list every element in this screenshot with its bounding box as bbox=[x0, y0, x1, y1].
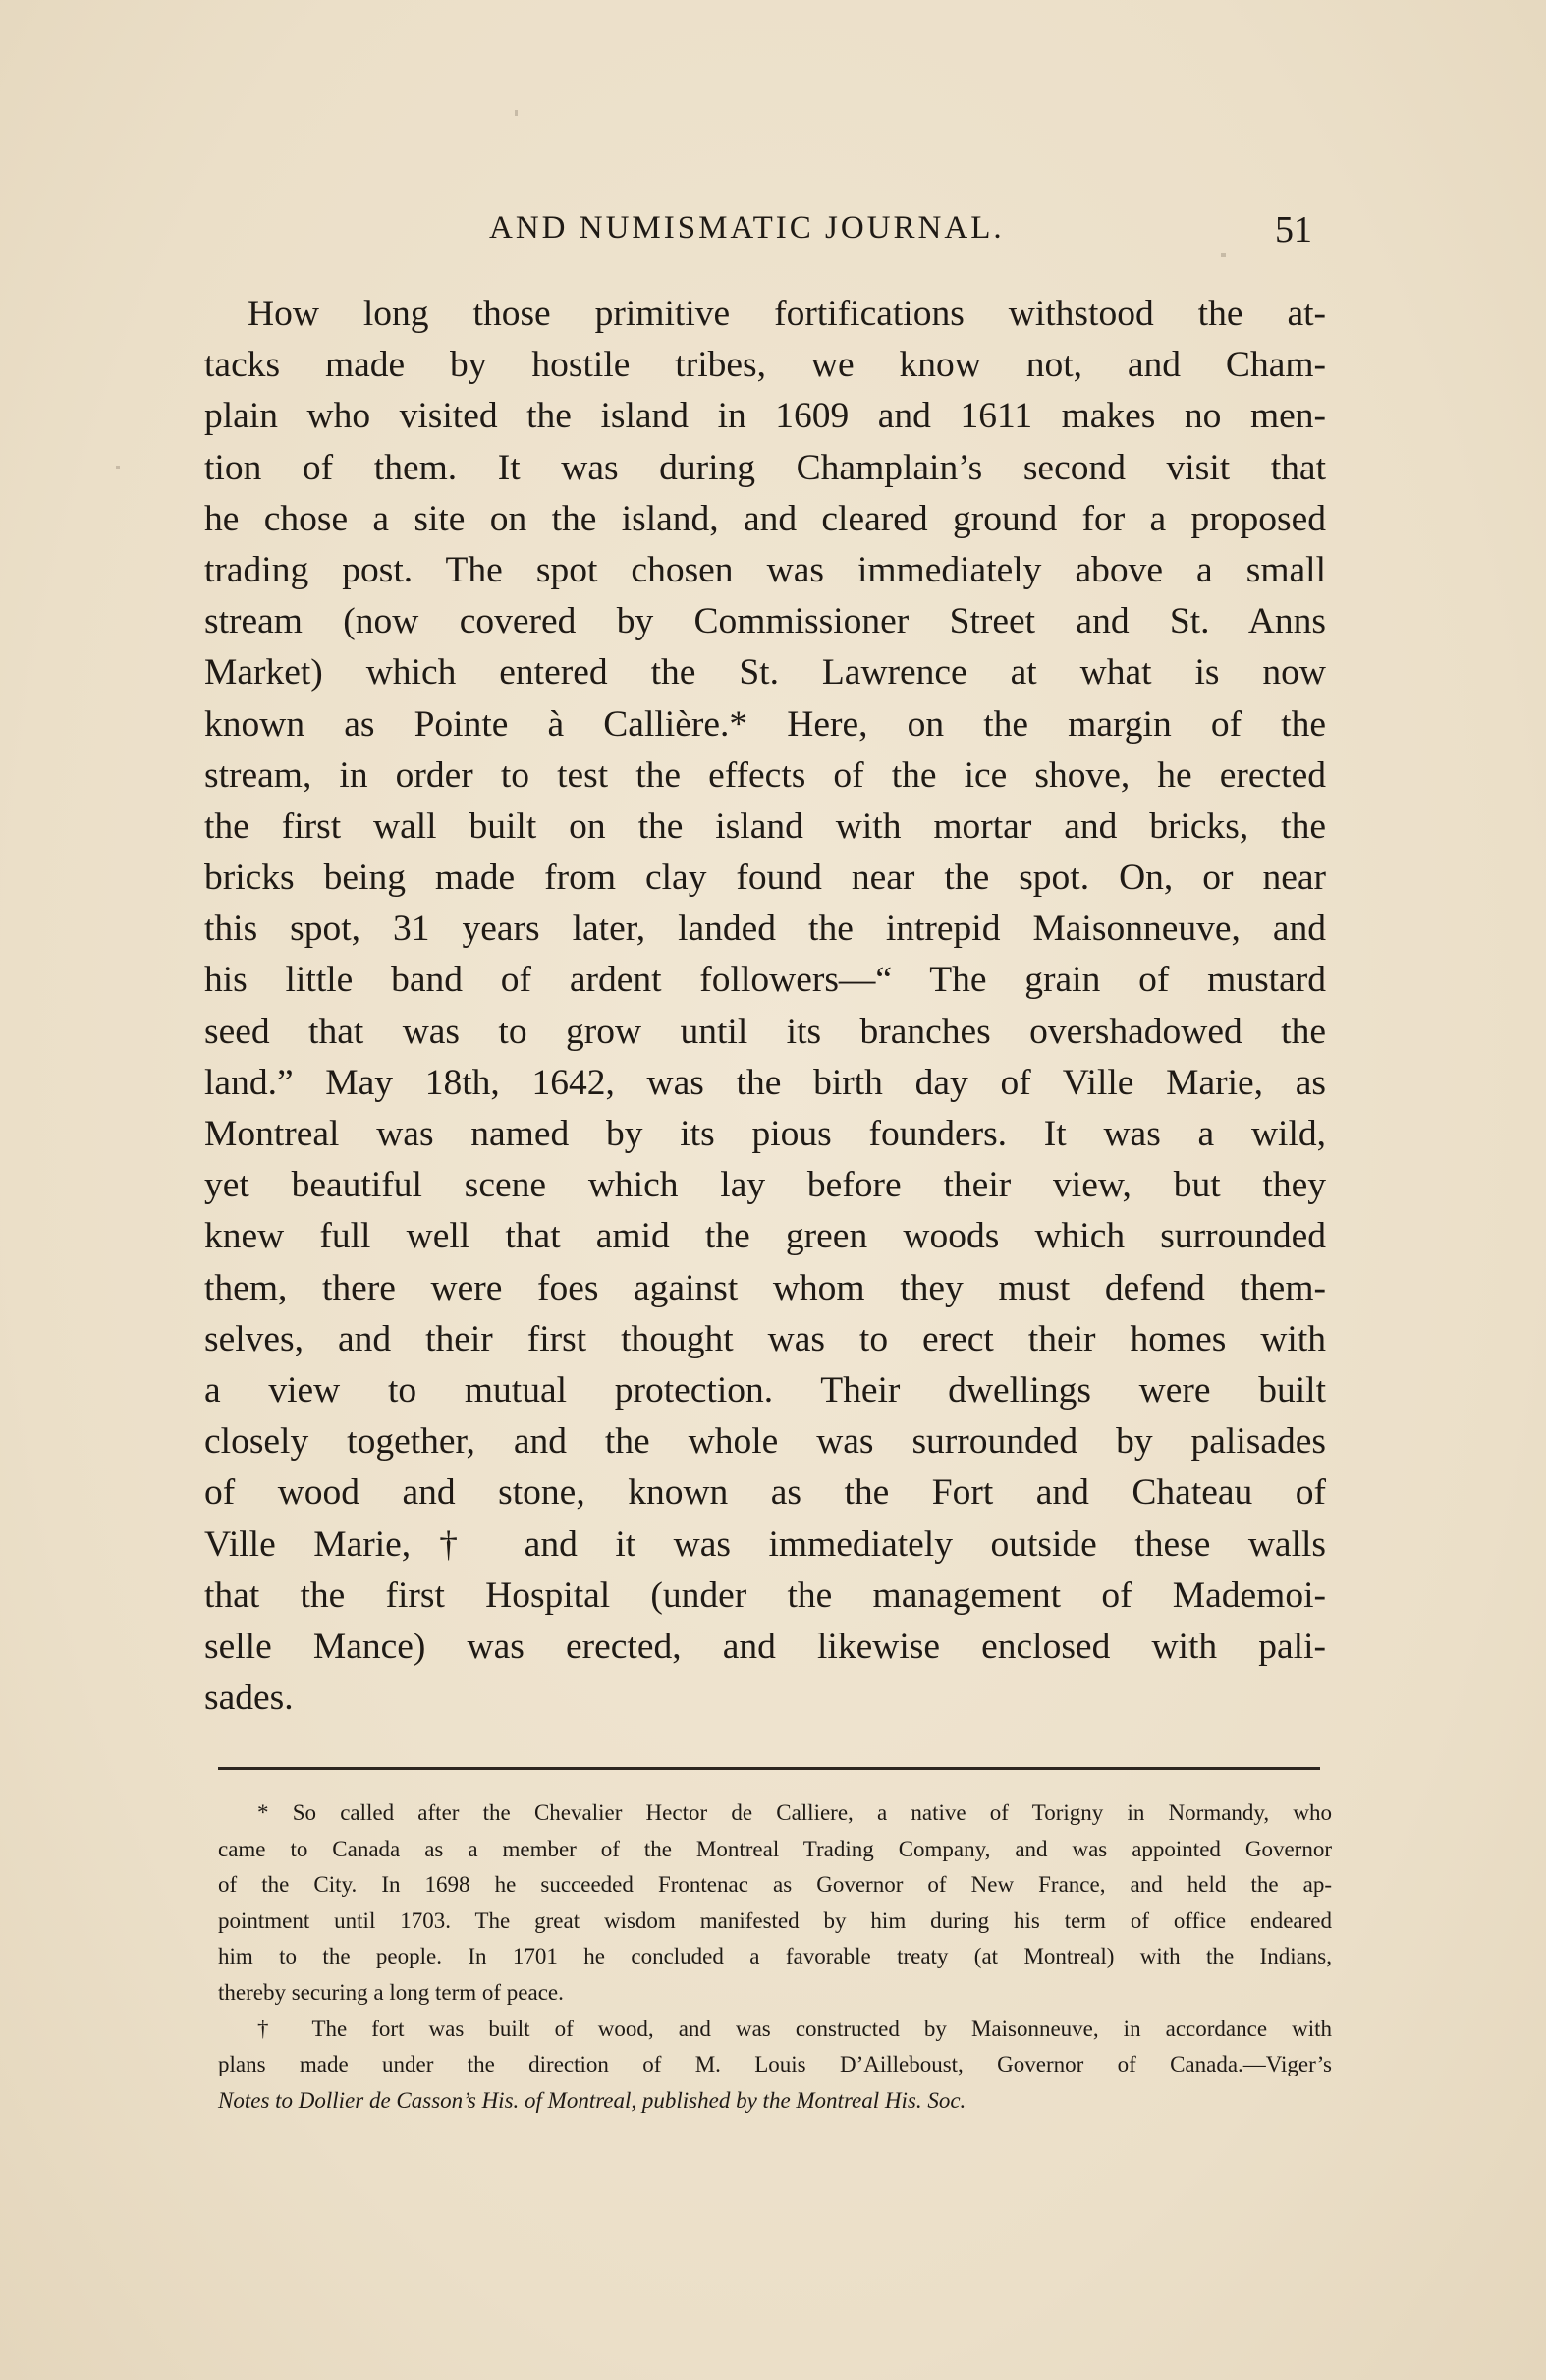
text-line: the first wall built on the island with mortar and bricks, the bbox=[204, 805, 1326, 847]
body-text bbox=[204, 289, 1326, 1724]
footnote-line: * So called after the Chevalier Hector de Calliere, a native of Torigny in Normandy, who bbox=[257, 1800, 1332, 1825]
paper-speck bbox=[116, 466, 120, 469]
footnote-line: plans made under the direction of M. Louis D’Ailleboust, Governor of Canada.—Viger’s bbox=[218, 2052, 1332, 2077]
text-line: this spot, 31 years later, landed the intrepid Maisonneuve, and bbox=[204, 909, 1326, 950]
text-line: Montreal was named by its pious founders. It was a wild, bbox=[204, 1114, 1326, 1154]
text-line: land.” May 18th, 1642, was the birth day of Ville Marie, as bbox=[204, 1062, 1326, 1103]
text-line: stream (now covered by Commissioner Street and St. Anns bbox=[204, 601, 1326, 642]
journal-title: AND NUMISMATIC JOURNAL. bbox=[489, 210, 1005, 246]
paper-speck bbox=[515, 110, 518, 116]
text-line: How long those primitive fortifications withstood the at- bbox=[248, 294, 1326, 334]
running-head bbox=[489, 210, 1324, 253]
text-line: plain who visited the island in 1609 and 1611 makes no men- bbox=[204, 396, 1326, 437]
text-line: knew full well that amid the green woods which surrounded bbox=[204, 1216, 1326, 1257]
text-line: bricks being made from clay found near the spot. On, or near bbox=[204, 858, 1326, 899]
text-line: a view to mutual protection. Their dwellings were built bbox=[204, 1369, 1326, 1411]
text-line: yet beautiful scene which lay before their view, but they bbox=[204, 1165, 1326, 1206]
footnote-line: Notes to Dollier de Casson’s His. of Montreal, published by the Montreal His. Soc. bbox=[218, 2087, 966, 2113]
text-line: he chose a site on the island, and cleared ground for a proposed bbox=[204, 498, 1326, 539]
text-line: Ville Marie,† and it was immediately outside these walls bbox=[204, 1523, 1326, 1565]
text-line: selle Mance) was erected, and likewise enclosed with pali- bbox=[204, 1626, 1326, 1667]
footnote-line: of the City. In 1698 he succeeded Frontenac as Governor of New France, and held the ap- bbox=[218, 1872, 1332, 1898]
text-line: selves, and their first thought was to erect their homes with bbox=[204, 1318, 1326, 1359]
text-line: trading post. The spot chosen was immediately above a small bbox=[204, 549, 1326, 590]
text-line: Market) which entered the St. Lawrence at what is now bbox=[204, 652, 1326, 693]
footnote-rule bbox=[218, 1767, 1320, 1770]
text-line: tion of them. It was during Champlain’s second visit that bbox=[204, 447, 1326, 488]
text-line: of wood and stone, known as the Fort and Chateau of bbox=[204, 1472, 1326, 1514]
text-line: seed that was to grow until its branches overshadowed the bbox=[204, 1011, 1326, 1052]
text-line: closely together, and the whole was surrounded by palisades bbox=[204, 1421, 1326, 1463]
page-number: 51 bbox=[1275, 209, 1312, 250]
text-line: them, there were foes against whom they must defend them- bbox=[204, 1267, 1326, 1308]
footnote-line: thereby securing a long term of peace. bbox=[218, 1979, 564, 2005]
footnote-line: † The fort was built of wood, and was constructed by Maisonneuve, in accordance with bbox=[257, 2016, 1332, 2041]
text-line: known as Pointe à Callière.* Here, on the margin of the bbox=[204, 703, 1326, 745]
footnote-line: him to the people. In 1701 he concluded a favorable treaty (at Montreal) with the Indians, bbox=[218, 1944, 1332, 1969]
footnotes bbox=[218, 1796, 1332, 2119]
text-line: sades. bbox=[204, 1678, 294, 1719]
text-line: stream, in order to test the effects of the ice shove, he erected bbox=[204, 754, 1326, 796]
text-line: tacks made by hostile tribes, we know not, and Cham- bbox=[204, 345, 1326, 386]
footnote-line: pointment until 1703. The great wisdom manifested by him during his term of office endeared bbox=[218, 1908, 1332, 1933]
footnote-line: came to Canada as a member of the Montreal Trading Company, and was appointed Governor bbox=[218, 1836, 1332, 1861]
text-line: his little band of ardent followers—“ The grain of mustard bbox=[204, 960, 1326, 1001]
text-line: that the first Hospital (under the management of Mademoi- bbox=[204, 1575, 1326, 1616]
paper-speck bbox=[1221, 253, 1226, 257]
